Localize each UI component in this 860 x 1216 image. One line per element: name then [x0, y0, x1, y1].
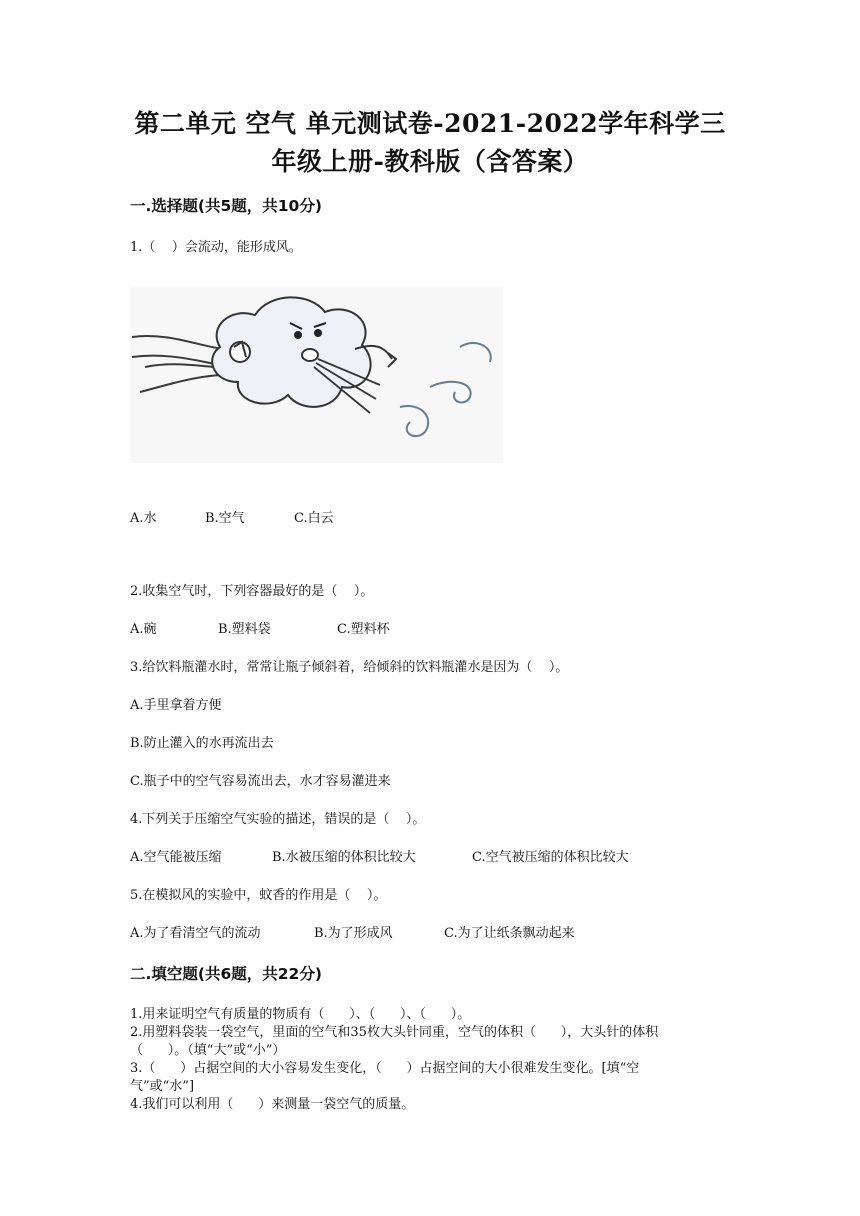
question-1-option-a: A.水	[130, 511, 157, 526]
cloud-blowing-wind-icon	[130, 287, 503, 463]
question-4-option-a: A.空气能被压缩	[130, 850, 222, 865]
question-2-stem: 2.收集空气时，下列容器最好的是（ ）。	[130, 584, 374, 599]
cloud-wind-illustration	[130, 287, 503, 463]
fill-question-4: 4.我们可以利用（ ）来测量一袋空气的质量。	[130, 1097, 415, 1112]
question-5-stem: 5.在模拟风的实验中，蚊香的作用是（ ）。	[130, 888, 387, 903]
question-5-option-b: B.为了形成风	[314, 926, 393, 941]
document-title-line-2: 年级上册-教科版（含答案）	[271, 147, 589, 176]
question-4-stem: 4.下列关于压缩空气实验的描述，错误的是（ ）。	[130, 812, 426, 827]
question-1-option-c: C.白云	[294, 511, 334, 526]
question-2-option-b: B.塑料袋	[218, 622, 271, 637]
question-5-option-c: C.为了让纸条飘动起来	[444, 926, 575, 941]
document-title-line-1: 第二单元 空气 单元测试卷-2021-2022学年科学三	[134, 109, 726, 138]
fill-question-2-line-1: 2.用塑料袋装一袋空气，里面的空气和35枚大头针同重，空气的体积（ ），大头针的体积	[130, 1025, 659, 1040]
section-heading-choice: 一.选择题(共5题，共10分)	[130, 197, 322, 215]
fill-question-2-line-2: （ ）。（填“大”或“小”）	[130, 1043, 286, 1058]
question-3-option-c: C.瓶子中的空气容易流出去，水才容易灌进来	[130, 774, 391, 789]
fill-question-3-line-1: 3.（ ）占据空间的大小容易发生变化，（ ）占据空间的大小很难发生变化。[填“空	[130, 1061, 640, 1076]
question-2-option-a: A.碗	[130, 622, 157, 637]
question-1-stem: 1.（ ）会流动，能形成风。	[130, 240, 302, 255]
question-3-option-b: B.防止灌入的水再流出去	[130, 736, 274, 751]
fill-question-3-line-2: 气”或“水”]	[130, 1079, 195, 1094]
fill-question-1: 1.用来证明空气有质量的物质有（ ）、（ ）、（ ）。	[130, 1007, 471, 1022]
question-3-option-a: A.手里拿着方便	[130, 698, 222, 713]
section-heading-fill-blank: 二.填空题(共6题，共22分)	[130, 965, 322, 983]
question-5-option-a: A.为了看清空气的流动	[130, 926, 261, 941]
question-4-option-c: C.空气被压缩的体积比较大	[472, 850, 629, 865]
question-2-option-c: C.塑料杯	[337, 622, 390, 637]
question-3-stem: 3.给饮料瓶灌水时，常常让瓶子倾斜着，给倾斜的饮料瓶灌水是因为（ ）。	[130, 660, 569, 675]
question-1-option-b: B.空气	[205, 511, 245, 526]
question-4-option-b: B.水被压缩的体积比较大	[272, 850, 416, 865]
